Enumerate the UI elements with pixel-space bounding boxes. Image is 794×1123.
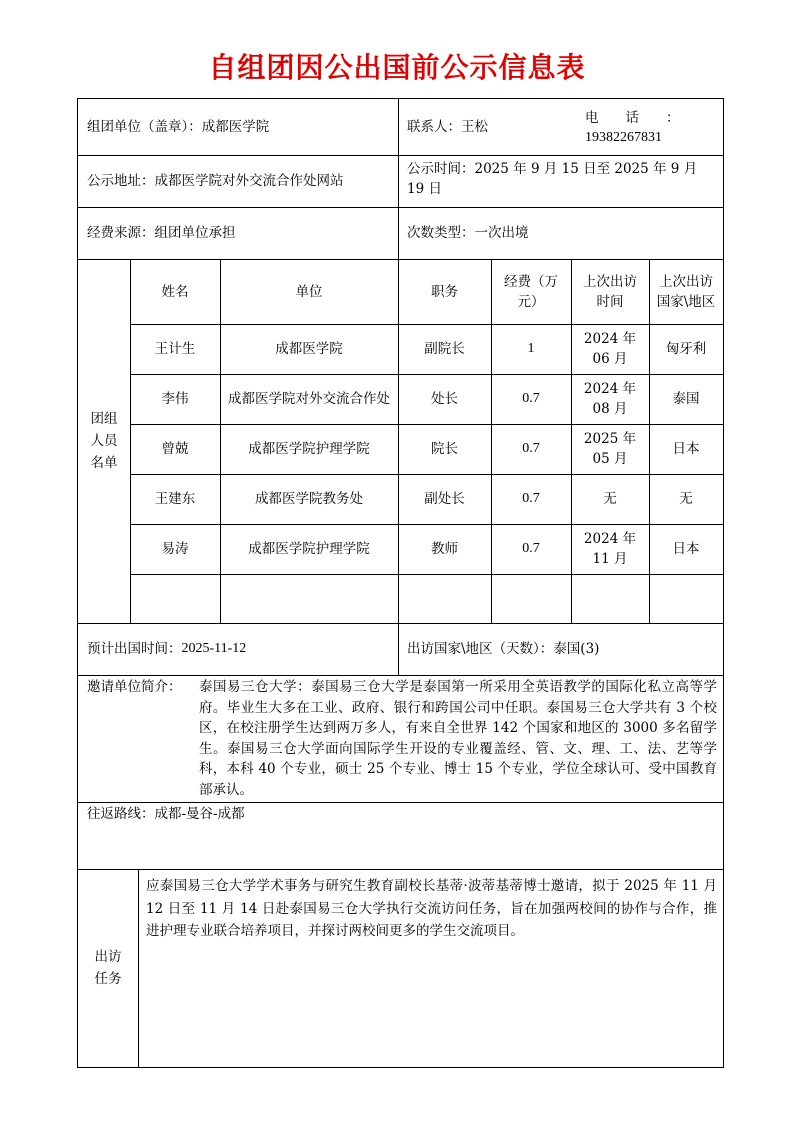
contact-label: 联系人：	[407, 119, 461, 135]
member-last-time: 2025 年 05 月	[583, 431, 637, 467]
fund-value: 组团单位承担	[154, 225, 236, 241]
column-header: 经费（万元）	[504, 273, 558, 310]
info-table	[77, 98, 724, 1068]
invite-text: 泰国易三仓大学：泰国易三仓大学是泰国第一所采用全英语教学的国际化私立高等学府。毕业生大多在工业、政府、银行和跨国公司中任职。泰国易三仓大学共有 3 个校区，在校注册学生达到两万多人，有来自全世界 142 个国家和地区的 3000 多名留学生。泰国易三仓大学面向国际学生开设的专业覆盖经、管、文、理、工、法、艺等学科，本科 40 个专业，硕士 25 个专业、博士 15 个专业，学位全球认可、受中国教育部承认。	[199, 679, 717, 798]
divider	[130, 524, 723, 525]
address-value: 成都医学院对外交流合作处网站	[154, 173, 344, 189]
column-header: 姓名	[161, 283, 189, 300]
phone-label: 电 话 ：	[585, 110, 680, 126]
member-unit: 成都医学院护理学院	[248, 541, 370, 557]
member-name: 王计生	[154, 341, 196, 357]
member-fee: 0.7	[522, 541, 540, 556]
member-fee: 1	[527, 341, 535, 356]
member-name: 曾兢	[161, 441, 189, 457]
member-position: 处长	[431, 391, 458, 407]
member-fee: 0.7	[522, 441, 540, 456]
org-cell	[87, 99, 387, 155]
route-cell	[87, 804, 487, 828]
contact-cell	[407, 99, 577, 155]
org-label: 组团单位（盖章）：	[87, 119, 202, 135]
depart-cell	[87, 623, 392, 675]
member-last-country: 日本	[672, 541, 700, 557]
divider	[78, 675, 723, 676]
member-fee: 0.7	[522, 491, 540, 506]
depart-label: 预计出国时间：	[87, 641, 182, 657]
column-header: 上次出访国家\地区	[656, 273, 716, 310]
member-name: 王建东	[154, 491, 196, 507]
divider	[130, 424, 723, 425]
member-last-time: 无	[603, 491, 617, 507]
time-label: 公示时间：	[407, 161, 475, 177]
time-cell	[407, 159, 715, 203]
member-name: 李伟	[161, 391, 189, 407]
column-header: 上次出访时间	[583, 273, 637, 310]
member-last-time: 2024 年 11 月	[583, 531, 637, 567]
divider	[398, 623, 399, 675]
member-last-country: 泰国	[672, 391, 700, 407]
member-position: 副院长	[424, 341, 465, 357]
column-header: 职务	[431, 283, 458, 300]
dest-cell	[407, 623, 715, 675]
page-title: 自组团因公出国前公示信息表	[208, 51, 586, 84]
type-value: 一次出境	[474, 225, 529, 241]
time-value: 2025 年 9 月 15 日至 2025 年 9 月 19 日	[407, 161, 698, 197]
member-position: 教师	[431, 541, 458, 557]
member-last-time: 2024 年 06 月	[583, 331, 637, 367]
route-label: 往返路线：	[87, 806, 155, 822]
address-label: 公示地址：	[87, 173, 155, 189]
column-header: 单位	[295, 283, 323, 300]
dest-label: 出访国家\地区（天数）：	[407, 641, 554, 657]
divider	[130, 374, 723, 375]
dest-value: 泰国(3)	[553, 641, 600, 657]
org-value: 成都医学院	[201, 119, 270, 135]
member-last-country: 日本	[672, 441, 700, 457]
member-unit: 成都医学院	[275, 341, 343, 357]
type-cell	[407, 207, 715, 259]
phone-cell	[585, 109, 715, 149]
member-unit: 成都医学院护理学院	[248, 441, 370, 457]
fund-label: 经费来源：	[87, 225, 155, 241]
member-last-country: 无	[679, 491, 693, 507]
address-cell	[87, 155, 392, 207]
contact-value: 王松	[461, 119, 488, 135]
divider	[78, 869, 723, 870]
member-unit: 成都医学院对外交流合作处	[228, 391, 390, 407]
task-label: 出访任务	[94, 949, 122, 987]
member-unit: 成都医学院教务处	[255, 491, 363, 507]
divider	[138, 869, 139, 1067]
member-fee: 0.7	[522, 391, 540, 406]
divider	[130, 474, 723, 475]
divider	[130, 574, 723, 575]
phone-value: 19382267831	[585, 130, 662, 145]
member-name: 易涛	[161, 541, 189, 557]
fund-cell	[87, 207, 392, 259]
member-last-country: 匈牙利	[665, 341, 707, 357]
invite-label: 邀请单位简介：	[87, 679, 182, 695]
members-side-label: 团组人员名单	[90, 411, 118, 471]
divider	[130, 324, 723, 325]
member-position: 院长	[431, 441, 458, 457]
task-text: 应泰国易三仓大学学术事务与研究生教育副校长基蒂·波蒂基蒂博士邀请，拟于 2025 年 11 月 12 日至 11 月 14 日赴泰国易三仓大学执行交流访问任务，旨在加强两校间的协作与合作，推进护理专业联合培养项目，并探讨两校间更多的学生交流项目。	[146, 878, 717, 939]
route-value: 成都-曼谷-成都	[154, 806, 245, 822]
member-last-time: 2024 年 08 月	[583, 381, 637, 417]
depart-value: 2025-11-12	[181, 641, 247, 656]
divider	[78, 802, 723, 803]
member-position: 副处长	[424, 491, 465, 507]
type-label: 次数类型：	[407, 225, 475, 241]
